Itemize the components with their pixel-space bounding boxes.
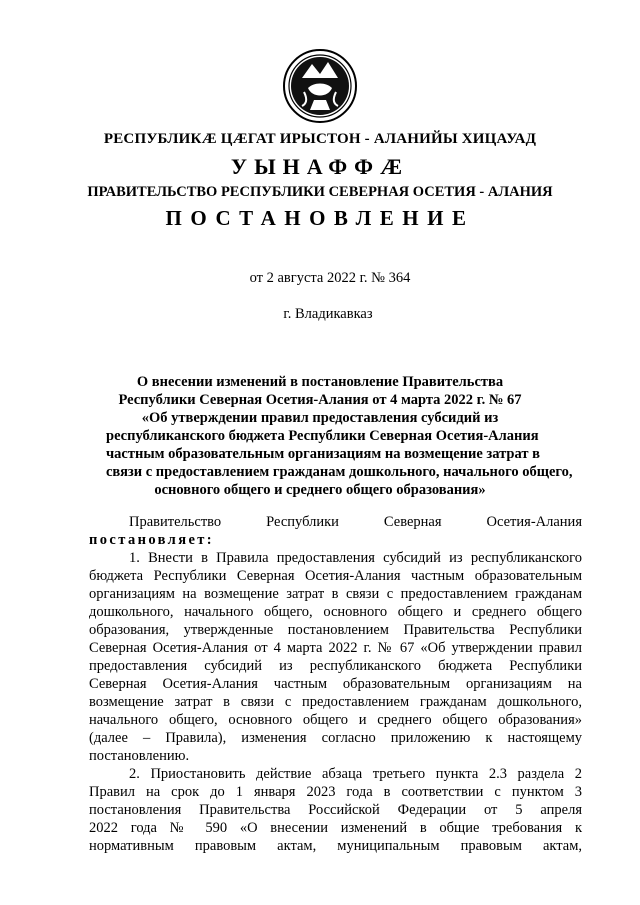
body-line: организациям на возмещение затрат в связи с предоставлением гражданам — [89, 586, 582, 602]
title-line: республиканского бюджета Республики Северная Осетия-Алания — [106, 428, 539, 444]
body-line: Правительство Республики Северная Осетия-Алания — [129, 514, 582, 530]
body-line: Северная Осетия-Алания от 4 марта 2022 г. № 67 «Об утверждении правил — [89, 640, 582, 656]
document-title — [106, 373, 573, 499]
body-line: Северная Осетия-Алания частным образовательным организациям на — [89, 676, 582, 692]
title-line: основного общего и среднего общего образования» — [154, 482, 486, 498]
body-line: (далее – Правила), изменения согласно приложению к настоящему — [89, 730, 582, 746]
body-line: возмещение затрат в связи с предоставлением гражданам дошкольного, — [89, 694, 582, 710]
body-line: предоставления субсидий из республиканского бюджета Республики — [89, 658, 582, 674]
body-line: 1. Внести в Правила предоставления субсидий из республиканского — [129, 550, 582, 566]
document-body — [89, 513, 582, 855]
body-line: 2. Приостановить действие абзаца третьего пункта 2.3 раздела 2 — [129, 766, 582, 782]
coat-of-arms-icon — [282, 48, 358, 124]
document-date-number: от 2 августа 2022 г. № 364 — [249, 270, 411, 286]
body-line: Правил на срок до 1 января 2023 года в соответствии с пунктом 3 — [89, 784, 582, 800]
body-line: начального общего, основного общего и среднего общего образования» — [89, 712, 582, 728]
russian-doc-type-heading: ПОСТАНОВЛЕНИЕ — [165, 206, 475, 230]
body-line: дошкольного, начального общего, основного общего и среднего общего — [89, 604, 582, 620]
body-line: 2022 года № 590 «О внесении изменений в общие требования к — [89, 820, 582, 836]
ossetian-doc-type-heading: УЫНАФФӔ — [230, 154, 410, 179]
body-line: постановления Правительства Российской Федерации от 5 апреля — [89, 802, 582, 818]
russian-government-heading: ПРАВИТЕЛЬСТВО РЕСПУБЛИКИ СЕВЕРНАЯ ОСЕТИЯ - АЛАНИЯ — [87, 184, 553, 200]
body-line: нормативным правовым актам, муниципальным правовым актам, — [89, 838, 582, 854]
body-line: постановляет: — [89, 532, 215, 548]
document-city: г. Владикавказ — [283, 306, 373, 322]
title-line: связи с предоставлением гражданам дошкольного, начального общего, — [106, 464, 573, 480]
title-line: О внесении изменений в постановление Правительства — [136, 374, 504, 390]
body-line: постановлению. — [89, 748, 190, 764]
body-line: образования, утвержденные постановлением Правительства Республики — [89, 622, 582, 638]
title-line: частным образовательным организациям на возмещение затрат в — [106, 446, 540, 462]
body-line: бюджета Республики Северная Осетия-Алания частным образовательным — [89, 568, 582, 584]
title-line: Республики Северная Осетия-Алания от 4 марта 2022 г. № 67 — [118, 392, 522, 408]
ossetian-republic-heading: РЕСПУБЛИКӔ ЦӔГАТ ИРЫСТОН - АЛАНИЙЫ ХИЦАУАД — [103, 131, 537, 147]
title-line: «Об утверждении правил предоставления субсидий из — [141, 410, 499, 426]
